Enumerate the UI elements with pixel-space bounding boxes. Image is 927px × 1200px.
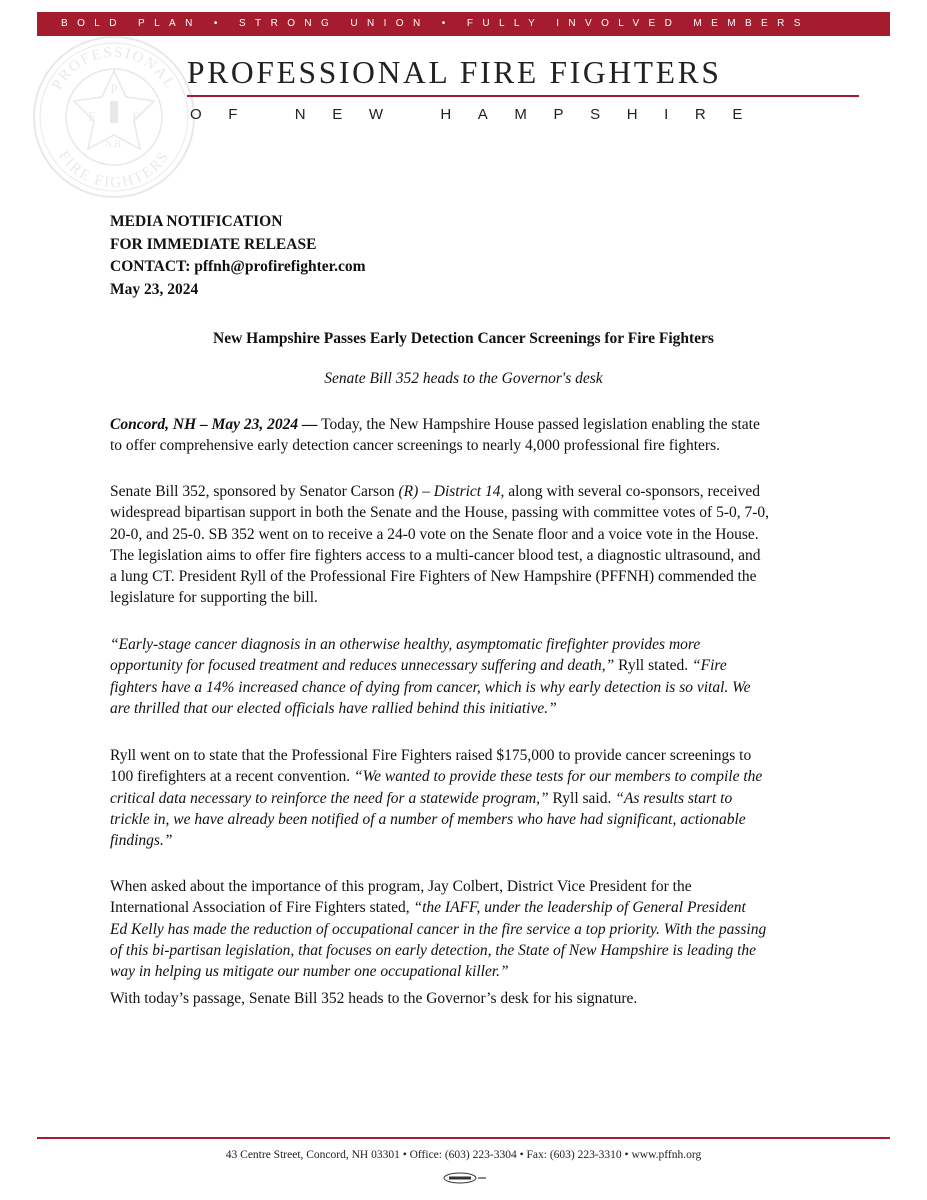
seal-letter-left: F — [88, 109, 96, 124]
paragraph-line: Ed Kelly has made the reduction of occupational cancer in the fire service a top priority. With the passing — [110, 920, 767, 938]
release-type: FOR IMMEDIATE RELEASE — [110, 235, 317, 253]
paragraph-line: critical data necessary to reinforce the need for a statewide program,” Ryll said. “As results start to — [110, 789, 733, 807]
footer-rule — [37, 1137, 890, 1139]
paragraph-line: 20-0, and 25-0. SB 352 went on to receive a 24-0 vote on the Senate floor and a voice vote in the House. — [110, 525, 759, 543]
paragraph-6 — [110, 988, 822, 1009]
union-label-icon — [440, 1172, 488, 1184]
paragraph-line: Concord, NH – May 23, 2024 — Today, the New Hampshire House passed legislation enabling the state — [110, 416, 760, 433]
seal-ring-top-text: PROFESSIONAL — [49, 44, 179, 93]
paragraph-line: Ryll went on to state that the Professional Fire Fighters raised $175,000 to provide cancer screenings to — [110, 747, 752, 764]
release-date: May 23, 2024 — [110, 280, 199, 298]
paragraph-line: legislature for supporting the bill. — [110, 589, 318, 607]
paragraph-line: opportunity for focused treatment and reduces unnecessary suffering and death,” Ryll stated. “Fire — [110, 657, 727, 675]
seal-letter-top: P — [110, 81, 118, 96]
paragraph-line: to offer comprehensive early detection cancer screenings to nearly 4,000 professional fire fighters. — [110, 437, 721, 455]
header-rule — [187, 95, 859, 97]
paragraph-line: With today’s passage, Senate Bill 352 heads to the Governor’s desk for his signature. — [110, 990, 638, 1007]
paragraph-2 — [110, 481, 822, 609]
paragraph-line: International Association of Fire Fighters stated, “the IAFF, under the leadership of General President — [110, 899, 746, 917]
release-meta — [110, 211, 366, 301]
paragraph-line: fighters have a 14% increased chance of dying from cancer, which is why early detection is so vital. We — [110, 678, 751, 696]
paragraph-line: way in helping us mitigate our number one occupational killer.” — [110, 963, 509, 981]
paragraph-5 — [110, 876, 822, 982]
paragraph-4 — [110, 745, 822, 851]
paragraph-line: Senate Bill 352, sponsored by Senator Carson (R) – District 14, along with several co-sponsors, received — [110, 483, 761, 500]
paragraph-line: of this bi-partisan legislation, that focuses on early detection, the State of New Hampshire is leading the — [110, 941, 757, 959]
senator-party-district: (R) – District 14, — [398, 483, 505, 500]
paragraph-line: widespread bipartisan support in both the Senate and the House, passing with committee votes of 5-0, 7-0, — [110, 504, 770, 522]
seal-ring-bottom-text: FIRE FIGHTERS — [55, 148, 173, 192]
paragraph-line: “Early-stage cancer diagnosis in an otherwise healthy, asymptomatic firefighter provides more — [110, 636, 701, 653]
paragraph-3-quote — [110, 634, 822, 719]
footer-address: 43 Centre Street, Concord, NH 03301 • Office: (603) 223-3304 • Fax: (603) 223-3310 • www.pffnh.org — [225, 1149, 702, 1161]
org-name: PROFESSIONAL FIRE FIGHTERS — [187, 55, 722, 90]
subheadline: Senate Bill 352 heads to the Governor's desk — [324, 370, 603, 387]
headline: New Hampshire Passes Early Detection Cancer Screenings for Fire Fighters — [213, 330, 714, 347]
paragraph-1 — [110, 414, 822, 457]
paragraph-line: 100 firefighters at a recent convention. “We wanted to provide these tests for our members to compile the — [110, 768, 763, 786]
contact-line: CONTACT: pffnh@profirefighter.com — [110, 258, 366, 275]
seal-letter-right: F — [132, 109, 140, 124]
paragraph-line: trickle in, we have already been notified of a number of members who have had significant, actionable — [110, 810, 746, 828]
paragraph-line: a lung CT. President Ryll of the Professional Fire Fighters of New Hampshire (PFFNH) commended the — [110, 568, 757, 586]
paragraph-line: are thrilled that our elected officials have rallied behind this initiative.” — [110, 699, 557, 717]
media-notification-label: MEDIA NOTIFICATION — [110, 213, 283, 230]
dateline: Concord, NH – May 23, 2024 — — [110, 416, 318, 433]
union-seal-watermark — [32, 35, 197, 200]
paragraph-line: findings.” — [110, 832, 173, 850]
seal-center-text: N.H. — [105, 139, 123, 149]
top-banner — [37, 12, 890, 36]
banner-slogan: BOLD PLAN • STRONG UNION • FULLY INVOLVED MEMBERS — [61, 18, 810, 29]
paragraph-line: When asked about the importance of this program, Jay Colbert, District Vice President for the — [110, 878, 692, 895]
paragraph-line: The legislation aims to offer fire fighters access to a multi-cancer blood test, a diagnostic ultrasound, and — [110, 546, 761, 564]
org-subtitle: OF NEW HAMPSHIRE — [190, 106, 769, 123]
